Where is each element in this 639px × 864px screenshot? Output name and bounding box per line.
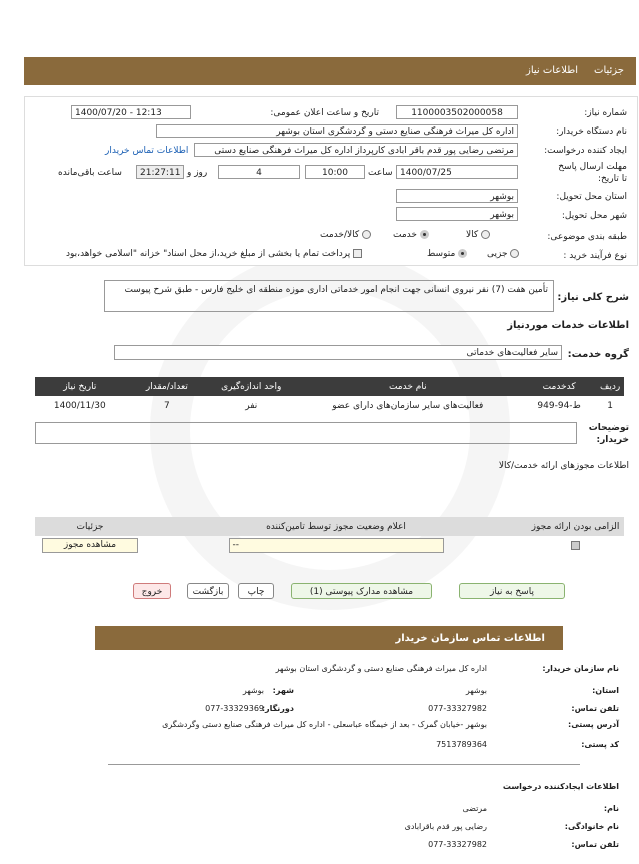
org-name-label: نام سازمان خریدار: — [542, 664, 619, 673]
deadline-date-field: 1400/07/25 — [396, 165, 518, 179]
postal-value: 7513789364 — [436, 740, 487, 749]
col-header: تعداد/مقدار — [125, 377, 209, 396]
col-header: تاریخ نیاز — [35, 377, 125, 396]
permits-header-row — [35, 517, 624, 536]
reply-button[interactable]: پاسخ به نیاز — [459, 583, 565, 599]
address-value: بوشهر -خیابان گمرک - بعد از خیمگاه عباسعلی - اداره کل میراث فرهنگی صنایع دستی وگردشگری — [162, 720, 487, 729]
checkbox-checked-icon — [571, 541, 580, 550]
table-row — [35, 536, 624, 555]
creator-info-title: اطلاعات ایجادکننده درخواست — [502, 782, 619, 791]
announce-field: 1400/07/20 - 12:13 — [71, 105, 191, 119]
col-header: جزئیات — [35, 517, 145, 536]
province-field: بوشهر — [396, 189, 518, 203]
time-label: ساعت — [368, 168, 393, 178]
contact-province-value: بوشهر — [465, 686, 487, 695]
proc-partial-option[interactable]: جزیی — [487, 249, 519, 259]
city-label: شهر محل تحویل: — [561, 211, 627, 221]
province-label: استان محل تحویل: — [556, 192, 627, 202]
table-row — [35, 396, 624, 415]
contact-city-value: بوشهر — [242, 686, 264, 695]
deadline-label: مهلت ارسال پاسخ تا تاریخ: — [558, 162, 627, 184]
services-title: اطلاعات خدمات موردنیاز — [507, 320, 629, 331]
services-table — [35, 377, 624, 415]
row-index: 1 — [607, 400, 613, 411]
quantity: 7 — [163, 400, 170, 411]
org-name-value: اداره کل میراث فرهنگی صنایع دستی و گردشگری استان بوشهر — [275, 664, 487, 673]
desc-text: تأمین هفت (7) نفر نیروی انسانی جهت انجام امور خدماتی اداری موزه منطقه ای خلیج فارس - طبق شرح پیوست — [104, 280, 554, 312]
permit-status-field: -- — [229, 538, 444, 553]
cat-service-option[interactable]: خدمت — [393, 230, 429, 240]
contact-phone-label: تلفن تماس: — [571, 704, 619, 713]
nav-need-info[interactable]: اطلاعات نیاز — [526, 65, 578, 76]
divider — [108, 764, 580, 765]
attachments-button[interactable]: مشاهده مدارک پیوستی (1) — [291, 583, 432, 599]
creator-label: ایجاد کننده درخواست: — [544, 146, 627, 156]
buyer-notes-field — [35, 422, 577, 444]
first-name-value: مرتضی — [462, 804, 487, 813]
exit-button[interactable]: خروج — [133, 583, 171, 599]
back-button[interactable]: بازگشت — [187, 583, 229, 599]
col-header: الزامی بودن ارائه مجوز — [527, 517, 624, 536]
services-header-row — [35, 377, 624, 396]
need-date: 1400/11/30 — [53, 400, 106, 411]
first-name-label: نام: — [603, 804, 619, 813]
unit: نفر — [245, 400, 258, 411]
announce-label: تاریخ و ساعت اعلان عمومی: — [270, 108, 379, 118]
col-header: کدخدمت — [522, 377, 596, 396]
contact-fax-label: دورنگار: — [261, 704, 294, 713]
proc-medium-option[interactable]: متوسط — [427, 249, 467, 259]
address-label: آدرس پستی: — [568, 720, 619, 729]
radio-selected-icon[interactable] — [420, 230, 429, 239]
need-info-panel — [24, 96, 638, 266]
contact-province-label: استان: — [592, 686, 619, 695]
permits-title: اطلاعات مجوزهای ارائه خدمت/کالا — [498, 461, 629, 471]
checkbox-icon[interactable] — [353, 249, 362, 258]
col-header: ردیف — [596, 377, 624, 396]
print-button[interactable]: چاپ — [238, 583, 274, 599]
remaining-label: ساعت باقی‌مانده — [58, 168, 122, 178]
col-header: اعلام وضعیت مجوز توسط تامین‌کننده — [145, 517, 527, 536]
contact-city-label: شهر: — [272, 686, 294, 695]
radio-icon[interactable] — [510, 249, 519, 258]
need-number-field: 1100003502000058 — [396, 105, 518, 119]
service-group-label: گروه خدمت: — [567, 349, 629, 360]
permits-table — [35, 517, 624, 555]
days-field: 4 — [218, 165, 300, 179]
radio-icon[interactable] — [481, 230, 490, 239]
contact-phone-value: 077-33327982 — [428, 704, 487, 713]
postal-label: کد پستی: — [581, 740, 619, 749]
last-name-label: نام خانوادگی: — [564, 822, 619, 831]
service-name: فعالیت‌های سایر سازمان‌های دارای عضو — [332, 400, 484, 411]
required-cell — [527, 536, 624, 555]
cat-goods-service-option[interactable]: کالا/خدمت — [320, 230, 371, 240]
col-header: واحد اندازه‌گیری — [209, 377, 293, 396]
details-cell — [35, 536, 145, 555]
status-cell — [145, 536, 527, 555]
payment-note-option[interactable]: پرداخت تمام یا بخشی از مبلغ خرید،از محل اسناد" خزانه "اسلامی خواهد،بود — [66, 249, 362, 259]
last-name-value: رضایی پور قدم باقرابادی — [404, 822, 487, 831]
contact-title: اطلاعات تماس سازمان خریدار — [395, 633, 545, 644]
contact-title-bar — [95, 626, 563, 650]
days-label: روز و — [187, 168, 208, 178]
col-header: نام خدمت — [293, 377, 522, 396]
top-nav-bar — [24, 57, 636, 85]
need-number-label: شماره نیاز: — [584, 108, 627, 118]
service-group-field: سایر فعالیت‌های خدماتی — [114, 345, 562, 360]
city-field: بوشهر — [396, 207, 518, 221]
creator-phone-value: 077-33327982 — [428, 840, 487, 849]
buyer-org-field: اداره کل میراث فرهنگی صنایع دستی و گردشگری استان بوشهر — [156, 124, 518, 138]
remaining-time-field: 21:27:11 — [136, 165, 184, 179]
deadline-time-field: 10:00 — [305, 165, 365, 179]
desc-label: شرح کلی نیاز: — [557, 292, 629, 303]
category-label: طبقه بندی موضوعی: — [547, 232, 627, 242]
creator-field: مرتضی رضایی پور قدم باقر ابادی کارپرداز اداره کل میراث فرهنگی صنایع دستی — [194, 143, 518, 157]
creator-phone-label: تلفن تماس: — [571, 840, 619, 849]
radio-icon[interactable] — [362, 230, 371, 239]
cat-goods-option[interactable]: کالا — [466, 230, 490, 240]
contact-fax-value: 077-33329369 — [205, 704, 264, 713]
process-label: نوع فرآیند خرید : — [563, 251, 627, 261]
view-permit-button[interactable]: مشاهده مجوز — [42, 538, 138, 553]
buyer-contact-link[interactable]: اطلاعات تماس خریدار — [105, 146, 189, 156]
buyer-notes-label: توضیحات خریدار: — [588, 423, 629, 445]
buyer-org-label: نام دستگاه خریدار: — [556, 127, 627, 137]
service-code: ط-94-949 — [537, 400, 581, 411]
radio-selected-icon[interactable] — [458, 249, 467, 258]
nav-details[interactable]: جزئیات — [594, 65, 624, 76]
